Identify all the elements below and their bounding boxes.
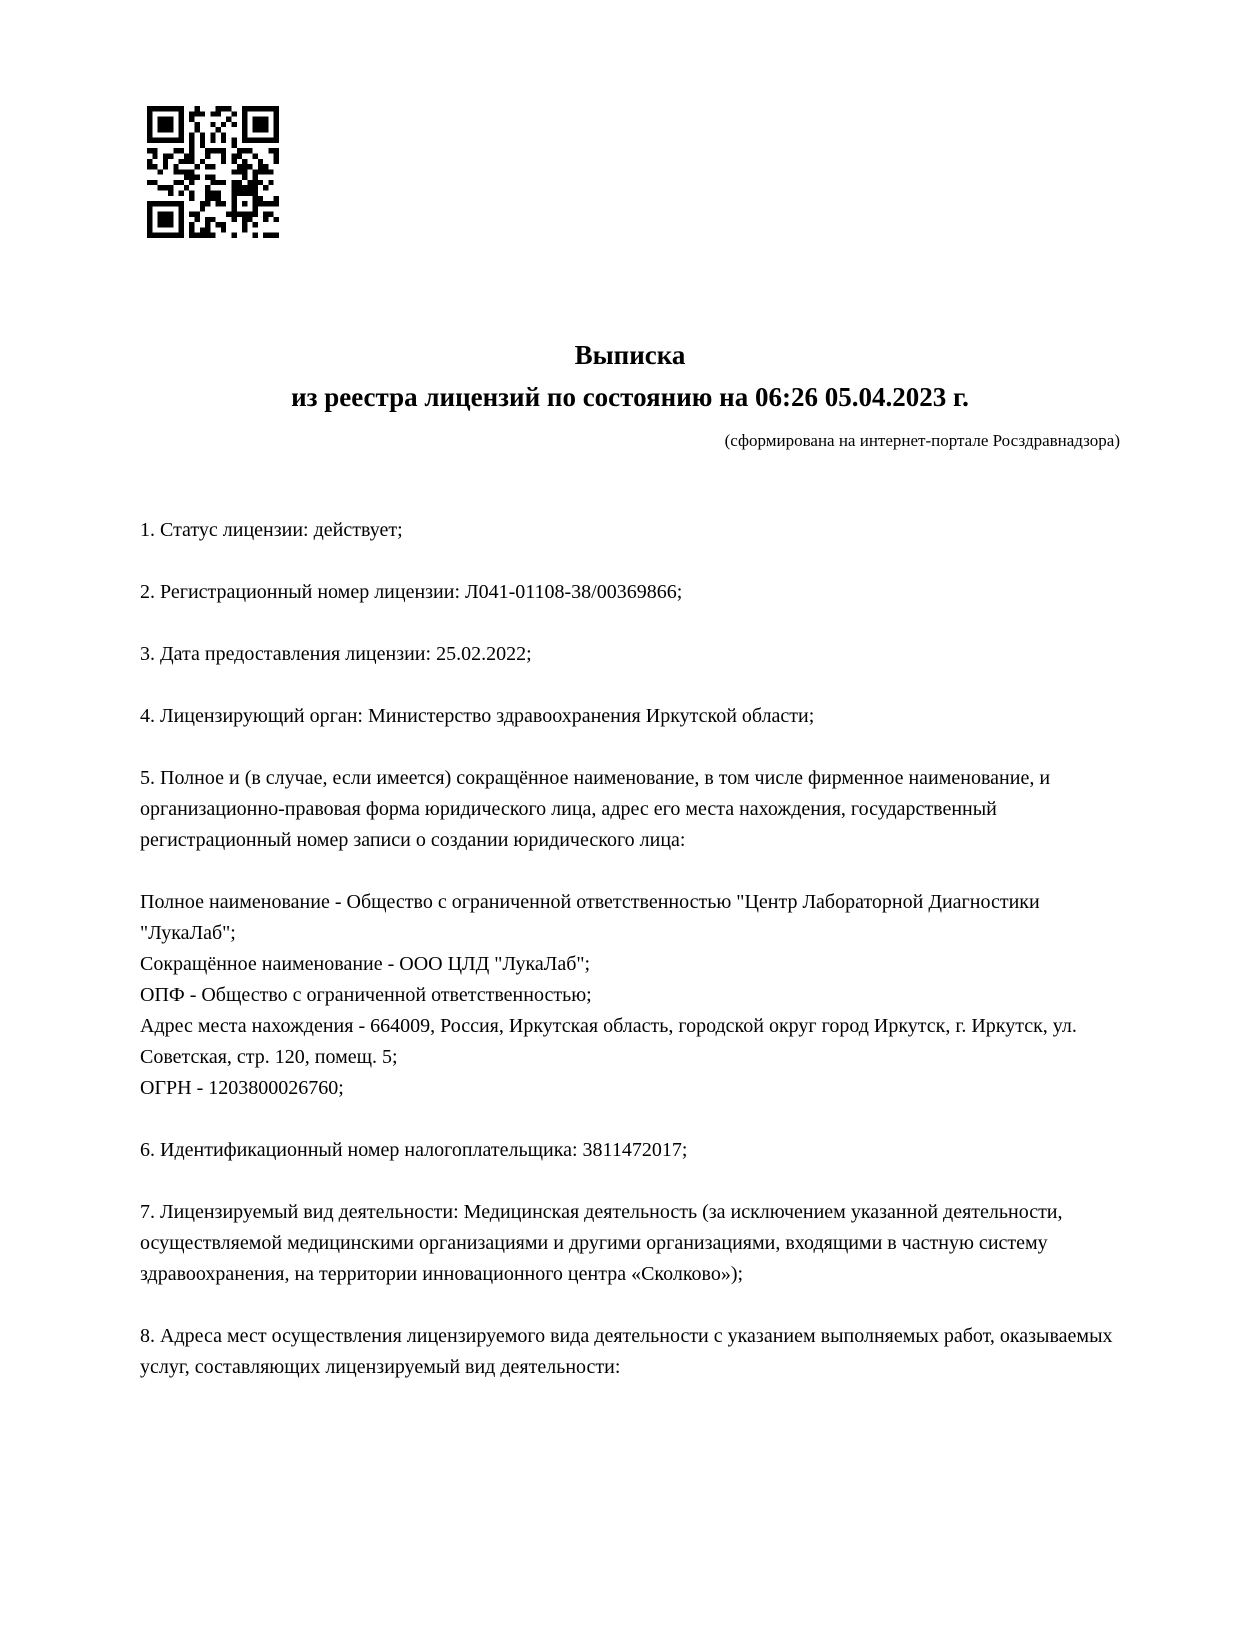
entity-name-heading: 5. Полное и (в случае, если имеется) сокращённое наименование, в том числе фирменное наименование, и организационно-правовая форма юридического лица, адрес его места нахождения, государственный регистрационный номер записи о создании юридического лица: — [140, 767, 1051, 851]
license-status: 1. Статус лицензии: действует; — [140, 519, 403, 541]
document-content — [140, 0, 1120, 1383]
title-line-1: Выписка — [574, 340, 686, 370]
title-line-2: из реестра лицензий по состоянию на 06:26 05.04.2023 г. — [291, 382, 969, 412]
registration-number: 2. Регистрационный номер лицензии: Л041-01108-38/00369866; — [140, 581, 683, 603]
licensed-activity: 7. Лицензируемый вид деятельности: Медицинская деятельность (за исключением указанной деятельности, осуществляемой медицинскими организациями и другими организациями, входящими в частную систему здравоохранения, на территории инновационного центра «Сколково»); — [140, 1201, 1063, 1285]
page-title — [140, 0, 1120, 418]
short-name: Сокращённое наименование - ООО ЦЛД "ЛукаЛаб"; — [140, 953, 591, 975]
document-body — [140, 515, 1120, 1383]
licensing-authority: 4. Лицензирующий орган: Министерство здравоохранения Иркутской области; — [140, 705, 815, 727]
ogrn-number: ОГРН - 1203800026760; — [140, 1077, 344, 1099]
activity-addresses-heading: 8. Адреса мест осуществления лицензируемого вида деятельности с указанием выполняемых работ, оказываемых услуг, составляющих лицензируемый вид деятельности: — [140, 1325, 1113, 1378]
legal-address: Адрес места нахождения - 664009, Россия, Иркутская область, городской округ город Иркутск, г. Иркутск, ул. Советская, стр. 120, помещ. 5; — [140, 1015, 1077, 1068]
grant-date: 3. Дата предоставления лицензии: 25.02.2022; — [140, 643, 532, 665]
page-subtitle: (сформирована на интернет-портале Росздравнадзора) — [724, 431, 1120, 450]
full-name: Полное наименование - Общество с ограниченной ответственностью "Центр Лабораторной Диагностики "ЛукаЛаб"; — [140, 891, 1040, 944]
inn-number: 6. Идентификационный номер налогоплательщика: 3811472017; — [140, 1139, 688, 1161]
legal-form: ОПФ - Общество с ограниченной ответственностью; — [140, 984, 592, 1006]
